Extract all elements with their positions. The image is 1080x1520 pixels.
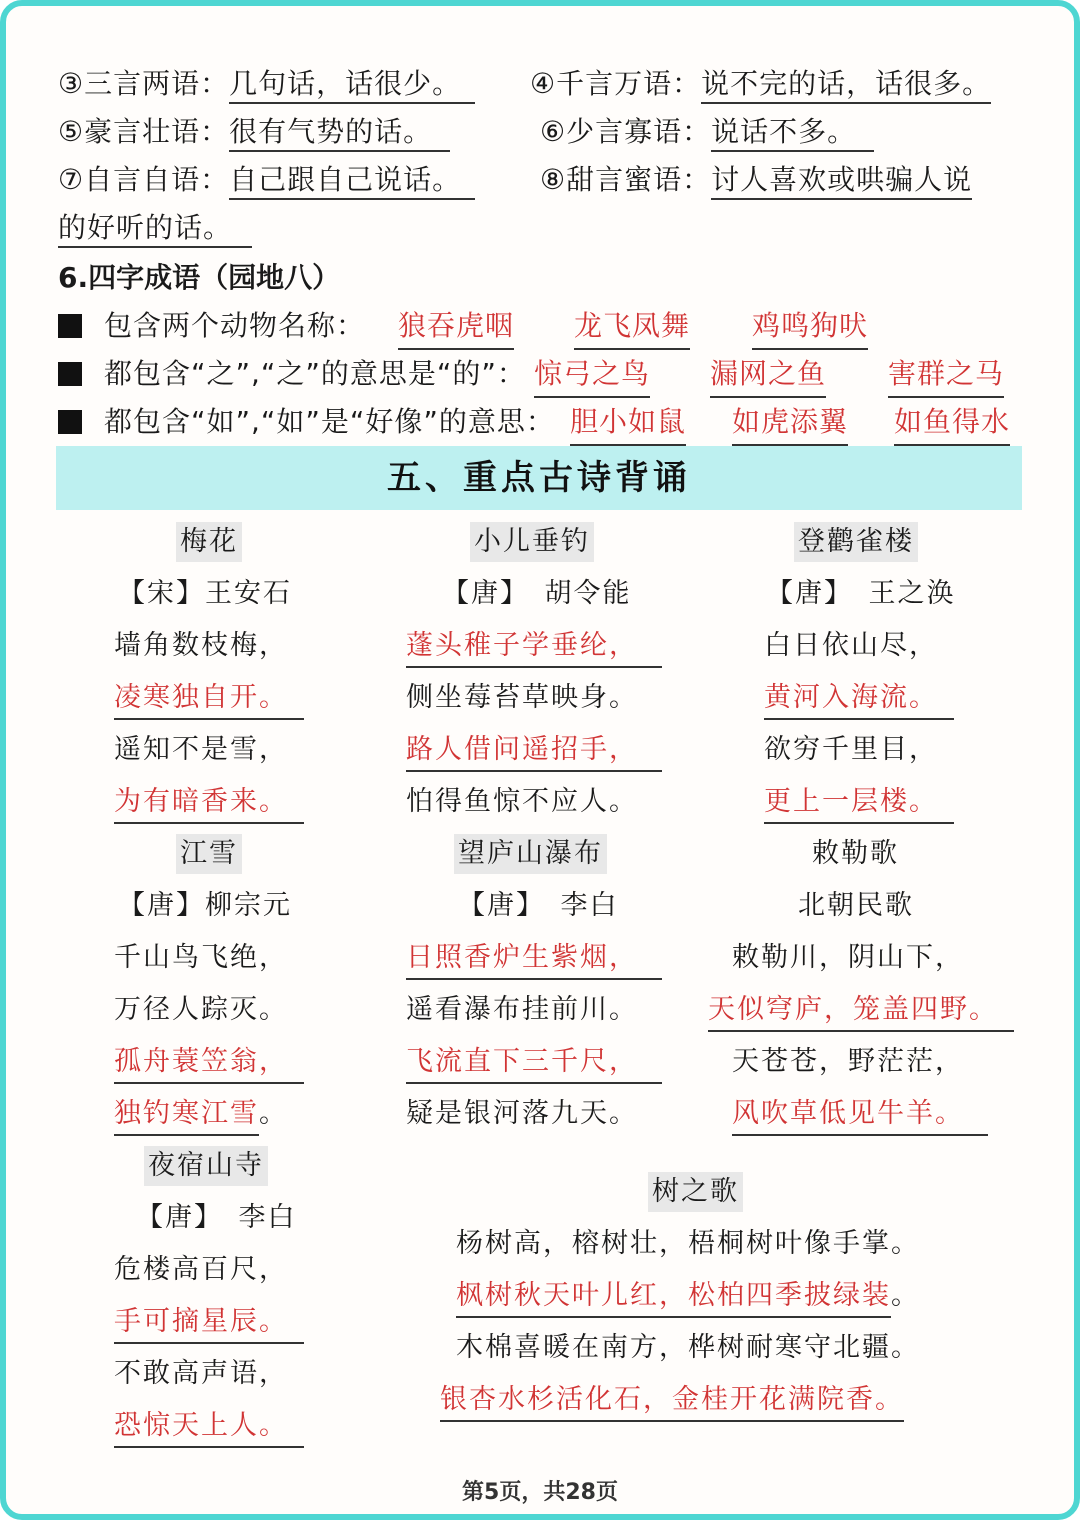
poem-line-answer: 枫树秋天叶儿红，松柏四季披绿装 [456,1276,891,1318]
poem-line: 黄河入海流。 [764,678,954,720]
poem-line: 蓬头稚子学垂纶， [406,626,662,668]
section-6-title: 6.四字成语（园地八） [58,261,341,294]
poem-line: 风吹草低见牛羊。 [732,1094,988,1136]
poem-line: 天似穹庐，笼盖四野。 [708,990,1014,1032]
idiom-row-3 [58,402,555,442]
bullet-square-icon [58,410,82,434]
row-text: 包含两个动物名称： [104,309,366,342]
idiom-answer: 鸡鸣狗吠 [752,306,868,350]
poem-title-yesu: 夜宿山寺 [144,1146,268,1186]
poem-title-meihua: 梅花 [176,522,242,562]
idiom-8 [540,160,972,200]
idiom-answer: 狼吞虎咽 [398,306,514,350]
idiom-answer: 漏网之鱼 [710,354,826,398]
idiom-7 [58,160,475,200]
poem-line: 疑是银河落九天。 [406,1098,638,1129]
idiom-answer: 说话不多。 [711,115,874,152]
bullet-square-icon [58,314,82,338]
row-text: 都包含“之”,“之”的意思是“的”： [104,357,526,390]
poem-line: 敕勒川，阴山下， [732,942,964,973]
poem-author: 【唐】 李白 [136,1202,297,1233]
section-5-banner: 五、重点古诗背诵 [56,446,1022,510]
page-number: 第5页，共28页 [462,1480,618,1505]
idiom-answer: 害群之马 [888,354,1004,398]
idiom-answer: 自己跟自己说话。 [229,163,475,200]
idiom-answer: 如虎添翼 [732,402,848,446]
poem-title-lushan: 望庐山瀑布 [454,834,607,874]
idiom-8-continued [58,208,252,248]
idiom-label: ⑦自言自语： [58,163,230,196]
idiom-label: ⑥少言寡语： [540,115,712,148]
idiom-answer: 几句话，话很少。 [229,67,475,104]
idiom-label: ④千言万语： [530,67,702,100]
poem-line: 怕得鱼惊不应人。 [406,786,638,817]
idiom-answer: 说不完的话，话很多。 [701,67,991,104]
idiom-answer: 很有气势的话。 [229,115,450,152]
idiom-answer: 的好听的话。 [58,211,252,248]
idiom-row-1 [58,306,365,346]
poem-line: 日照香炉生紫烟， [406,938,662,980]
poem-line: 手可摘星辰。 [114,1302,304,1344]
poem-title-xiaoer: 小儿垂钓 [470,522,594,562]
idiom-row-2 [58,354,526,394]
poem-line: 侧坐莓苔草映身。 [406,682,638,713]
poem-line-punct: 。 [259,1098,288,1129]
idiom-label: ③三言两语： [58,67,230,100]
poem-line: 千山鸟飞绝， [114,942,288,973]
poem-line: 为有暗香来。 [114,782,304,824]
poem-line [456,1276,920,1318]
idiom-answer: 如鱼得水 [894,402,1010,446]
poem-author: 【唐】 李白 [458,890,619,921]
poem-title-jiangxue: 江雪 [176,834,242,874]
poem-line: 天苍苍，野茫茫， [732,1046,964,1077]
poem-title-shuzhi: 树之歌 [648,1172,743,1212]
poem-line: 木棉喜暖在南方，桦树耐寒守北疆。 [456,1332,920,1363]
poem-line-answer: 独钓寒江雪 [114,1094,259,1136]
poem-author: 【唐】 王之涣 [766,578,956,609]
idiom-answer: 讨人喜欢或哄骗人说 [711,163,972,200]
idiom-6 [540,112,874,152]
poem-line: 危楼高百尺， [114,1254,288,1285]
idiom-label: ⑧甜言蜜语： [540,163,712,196]
poem-author: 北朝民歌 [798,890,914,921]
idiom-4 [530,64,991,104]
poem-line: 遥知不是雪， [114,734,288,765]
poem-author: 【唐】柳宗元 [118,890,292,921]
poem-line: 孤舟蓑笠翁， [114,1042,304,1084]
poem-line: 白日依山尽， [764,630,938,661]
idiom-answer: 胆小如鼠 [570,402,686,446]
poem-author: 【唐】 胡令能 [442,578,632,609]
poem-line: 凌寒独自开。 [114,678,304,720]
idiom-answer: 龙飞凤舞 [574,306,690,350]
row-text: 都包含“如”,“如”是“好像”的意思： [104,405,555,438]
poem-line [114,1094,288,1136]
poem-line: 欲穷千里目， [764,734,938,765]
poem-line: 路人借问遥招手， [406,730,662,772]
poem-line: 墙角数枝梅， [114,630,288,661]
poem-line: 遥看瀑布挂前川。 [406,994,638,1025]
poem-line-punct: 。 [891,1280,920,1311]
idiom-label: ⑤豪言壮语： [58,115,230,148]
poem-line: 恐惊天上人。 [114,1406,304,1448]
idiom-3 [58,64,475,104]
idiom-answer: 惊弓之鸟 [534,354,650,398]
bullet-square-icon [58,362,82,386]
poem-line: 银杏水杉活化石，金桂开花满院香。 [440,1380,904,1422]
poem-line: 杨树高，榕树壮，梧桐树叶像手掌。 [456,1228,920,1259]
poem-author: 【宋】王安石 [118,578,292,609]
poem-line: 更上一层楼。 [764,782,954,824]
idiom-5 [58,112,450,152]
poem-title-chile: 敕勒歌 [812,838,899,869]
poem-line: 飞流直下三千尺， [406,1042,662,1084]
poem-line: 不敢高声语， [114,1358,288,1389]
poem-title-dengque: 登鹳雀楼 [794,522,918,562]
poem-line: 万径人踪灭。 [114,994,288,1025]
